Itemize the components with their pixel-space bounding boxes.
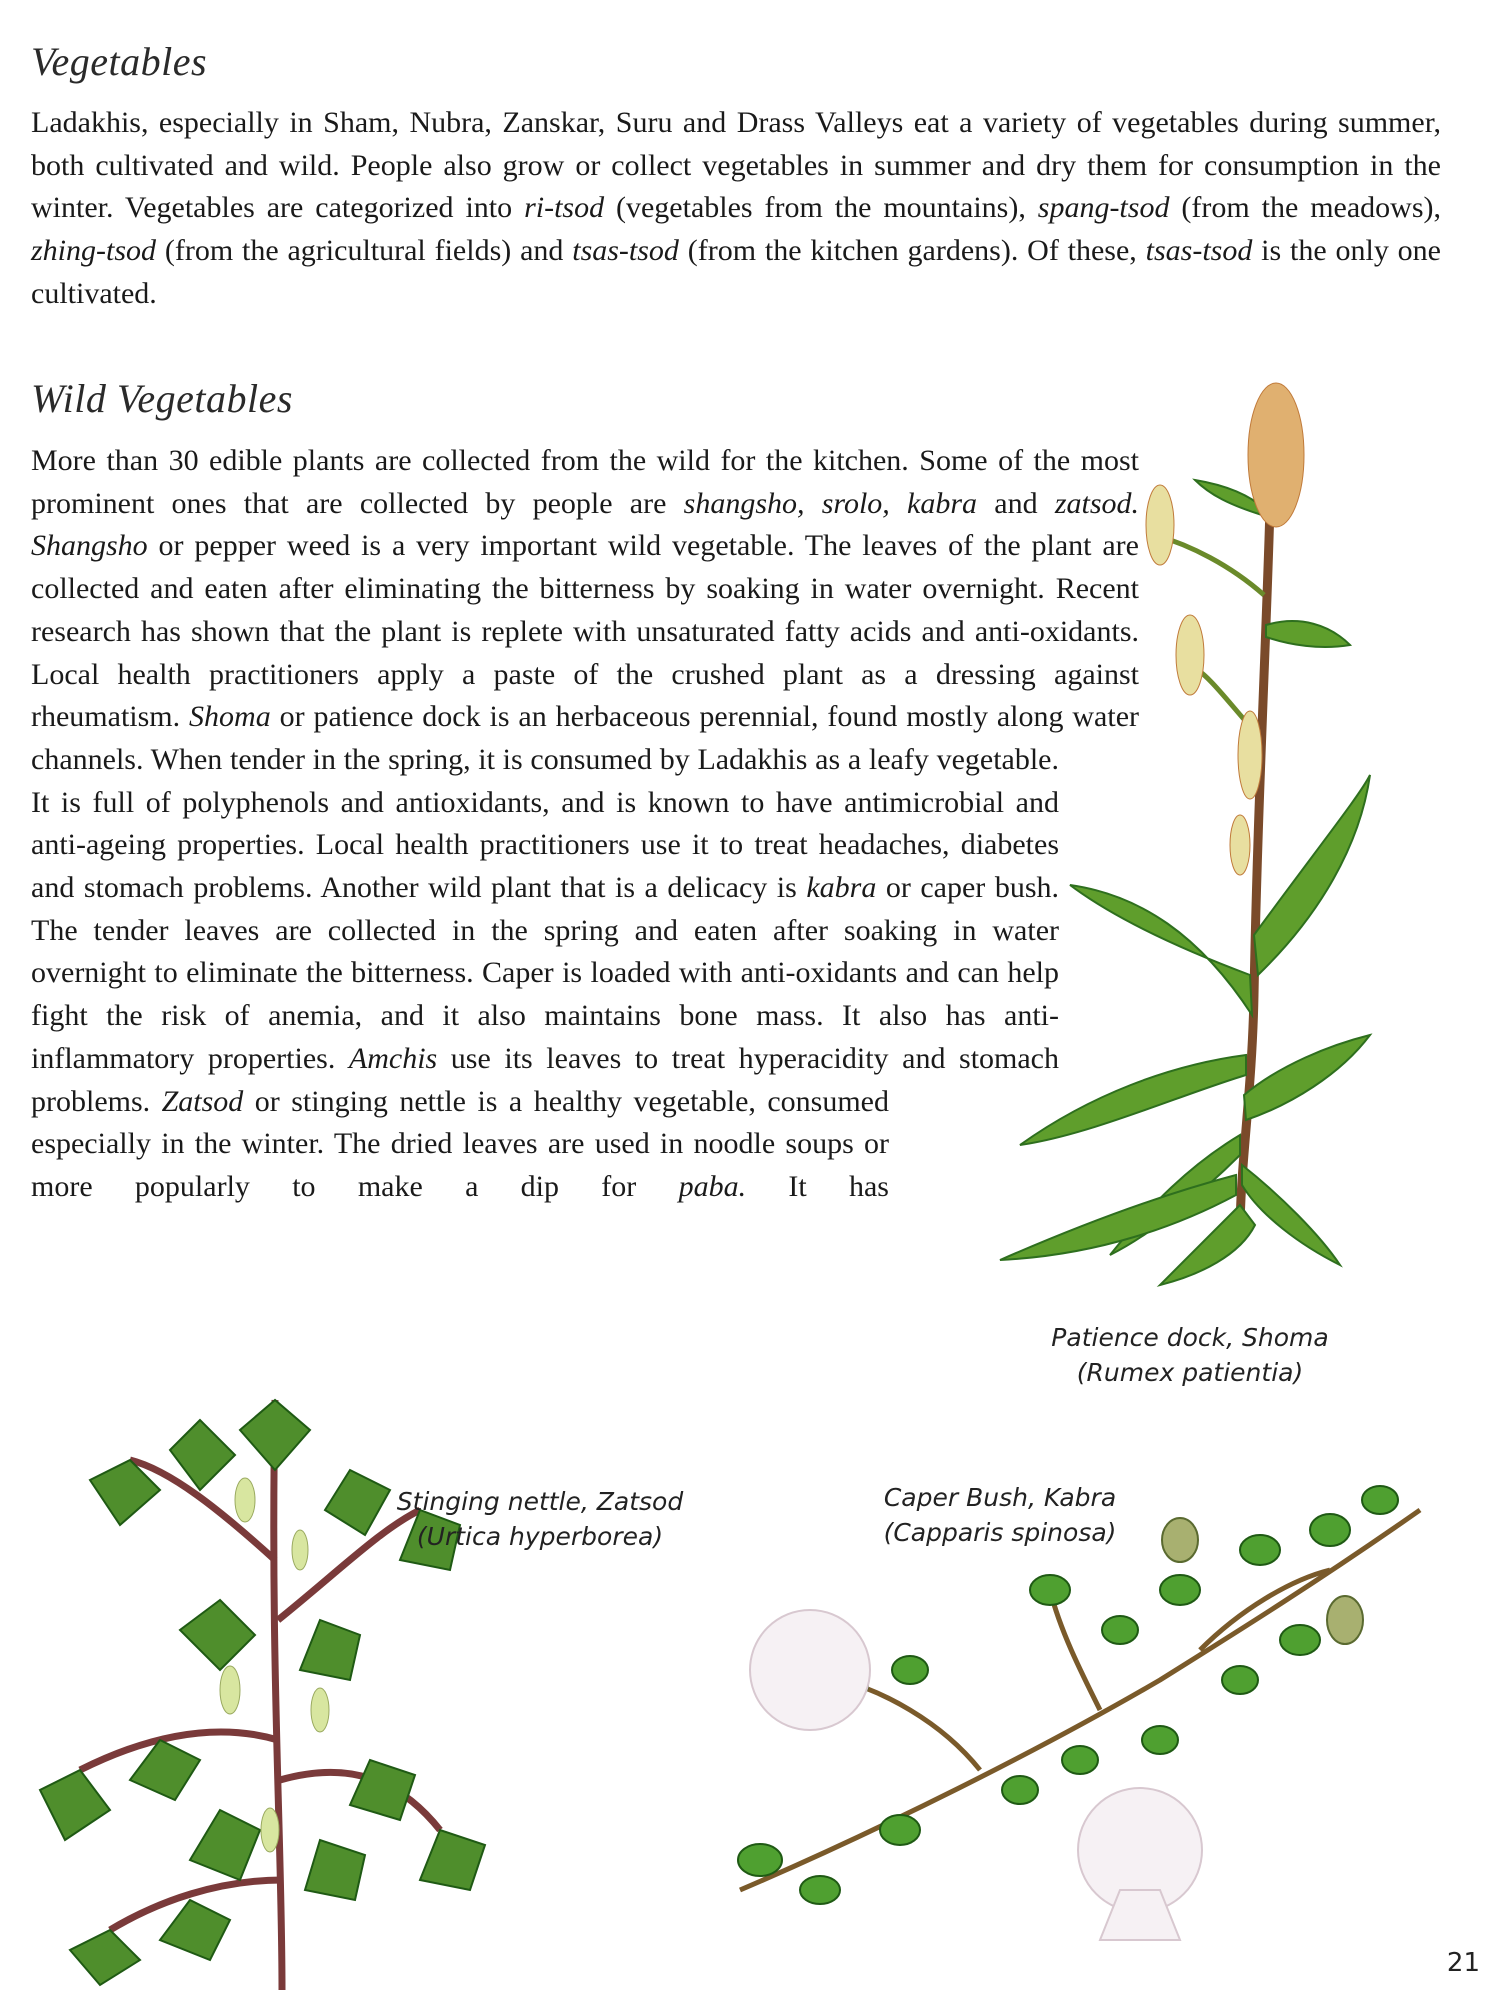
section-heading-wild-vegetables: Wild Vegetables [31,376,293,421]
stinging-nettle-caption [390,1484,690,1554]
italic-term: tsas-tsod [572,234,679,268]
patience-dock-leaves [1000,480,1370,1285]
italic-term: Shoma [189,700,271,734]
caption-scientific-name: (Capparis spinosa) [883,1518,1117,1547]
caption-scientific-name: (Rumex patientia) [1076,1358,1304,1387]
italic-term: zhing-tsod [31,234,157,268]
text-run: (from the meadows), [1169,191,1441,225]
text-run: is the only one cultivated. [31,234,1441,310]
text-run: or caper bush. The tender leaves are collected in the spring and eaten after soaking in water overnight to eliminate the bitterness. Caper is loaded with anti-oxidants and can help fight the risk of anemia, and it also maintains bone mass. It also has anti-inflammatory properties. [31,871,1059,1075]
text-run: (from the agricultural fields) and [156,234,573,268]
page-number: 21 [1446,1948,1480,1978]
text-run: It has [746,1169,889,1203]
text-run: More than 30 edible plants are collected from the wild for the kitchen. Some of the most prominent ones that are collected by people are [31,444,1139,520]
stinging-nettle-illustration [20,1360,640,1990]
italic-term: spang-tsod [1037,191,1170,225]
italic-term: shangsho, srolo, kabra [683,486,978,520]
caption-common-name: Stinging nettle, Zatsod [396,1487,684,1516]
caper-bush-caption [850,1480,1150,1550]
text-run: Ladakhis, especially in Sham, Nubra, Zanskar, Suru and Drass Valleys eat a variety of vegetables during summer, both cultivated and wild. People also grow or collect vegetables in summer and dry them for consumption in the winter. Vegetables are categorized into [31,106,1441,225]
vegetables-paragraph [31,102,1441,316]
caption-common-name: Caper Bush, Kabra [883,1483,1117,1512]
italic-term: zatsod. [1054,486,1140,520]
caption-scientific-name: (Urtica hyperborea) [416,1522,664,1551]
text-run: or pepper weed is a very important wild vegetable. The leaves of the plant are collected and eaten after eliminating the bitterness by soaking in water overnight. Recent research has shown that the plant is replete with unsaturated fatty acids and anti-oxidants. Local health practitioners apply a paste of the crushed plant as a dressing against rheumatism. [31,529,1139,734]
patience-dock-illustration [940,375,1380,1295]
text-run: (from the kitchen gardens). Of these, [678,234,1146,268]
italic-term: Shangsho [31,529,148,563]
italic-term: Amchis [348,1041,438,1075]
text-run: use its leaves to treat hyperacidity and stomach problems. [31,1041,1059,1118]
italic-term: Zatsod [161,1084,244,1118]
caption-common-name: Patience dock, Shoma [1051,1323,1329,1352]
text-run: or patience dock is an herbaceous perennial, found mostly along water channels. When tender in the spring, it is consumed by Ladakhis as a leafy vegetable. It is full of polyphenols and antioxidants, and is known to have antimicrobial and anti-ageing properties. Local health practitioners use it to treat headaches, diabetes and stomach problems. Another wild plant that is a delicacy is [31,700,1139,905]
italic-term: tsas-tsod [1145,234,1253,268]
section-heading-vegetables: Vegetables [31,39,208,84]
italic-term: paba. [678,1169,747,1203]
text-run: or stinging nettle is a healthy vegetable, consumed especially in the winter. The dried leaves are used in noodle soups or more popularly to make a dip for [31,1084,889,1203]
patience-dock-caption [1040,1320,1340,1390]
italic-term: kabra [806,871,877,905]
italic-term: ri-tsod [524,191,605,225]
text-run: (vegetables from the mountains), [604,191,1038,225]
text-run: and [977,486,1055,520]
